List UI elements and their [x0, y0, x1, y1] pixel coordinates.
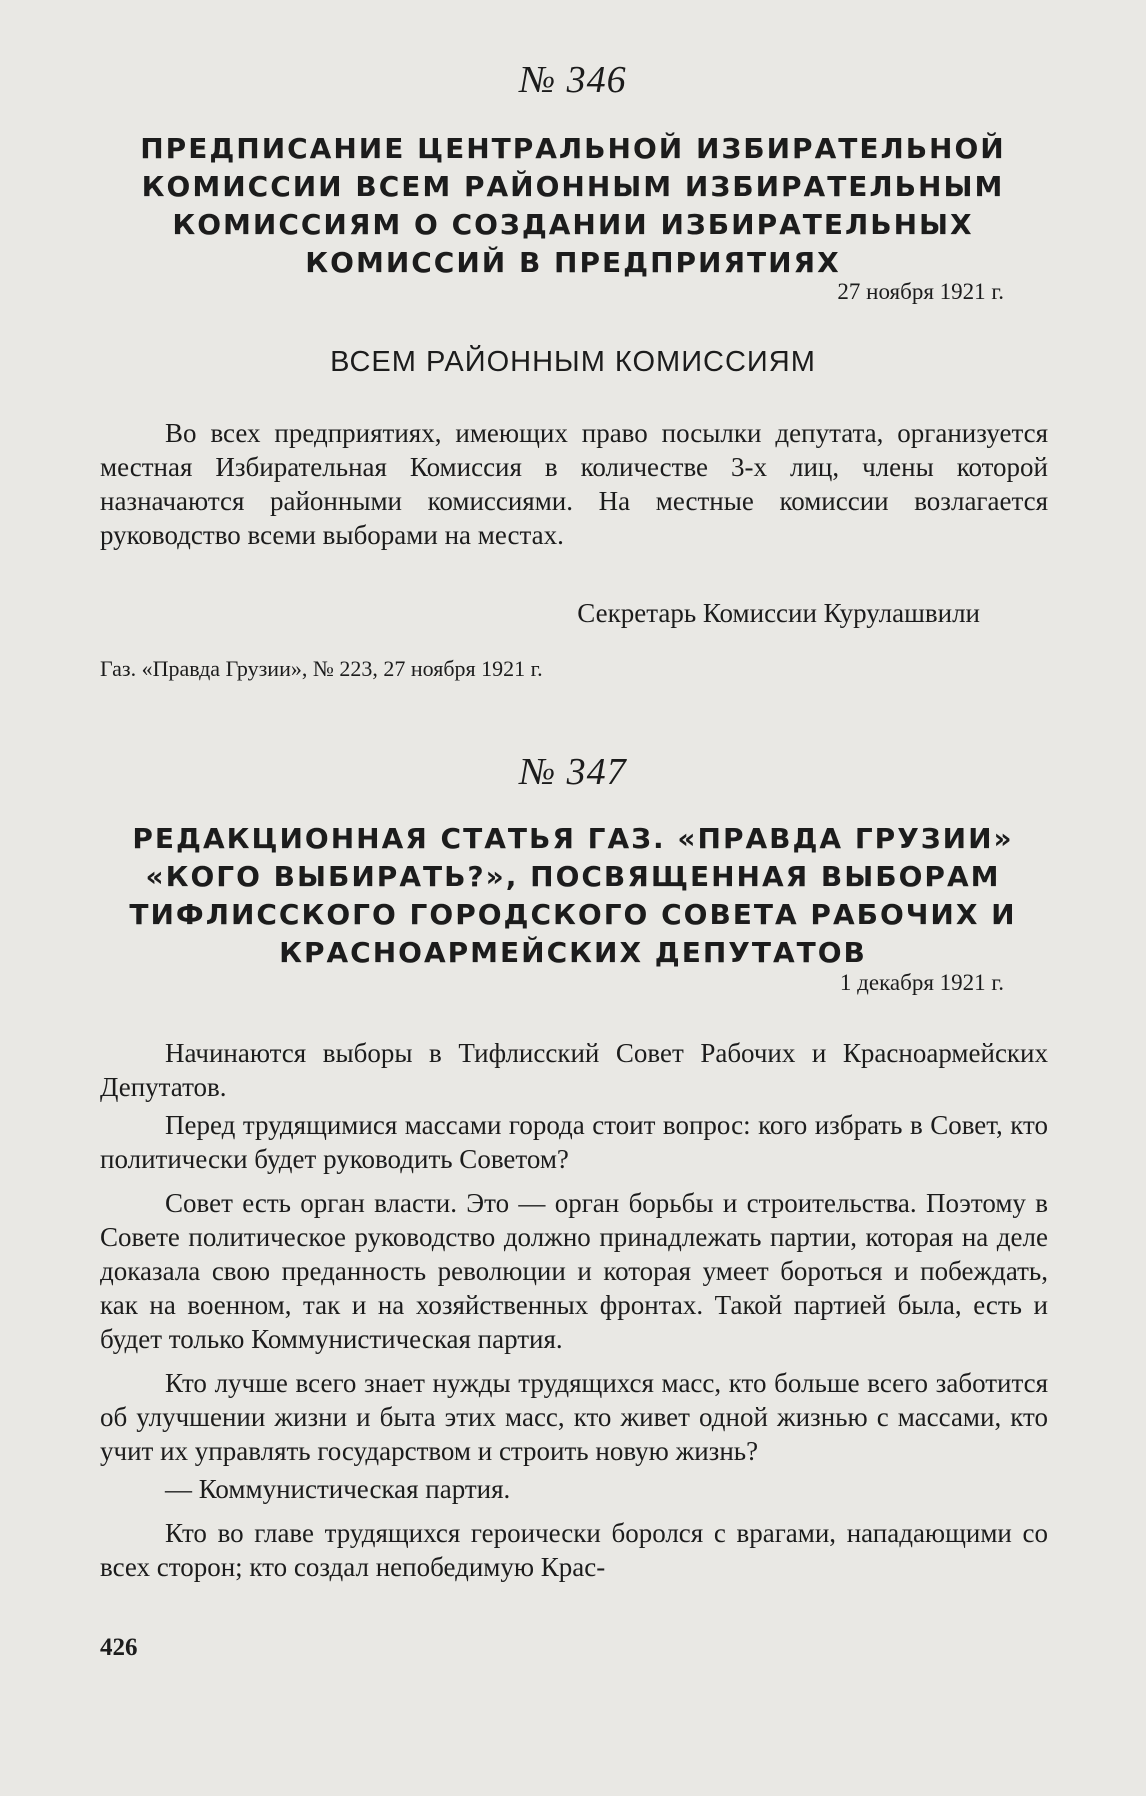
title-line: ТИФЛИССКОГО ГОРОДСКОГО СОВЕТА РАБОЧИХ И	[129, 898, 1017, 931]
document-number: № 346	[519, 59, 627, 101]
title-line: КРАСНОАРМЕЙСКИХ ДЕПУТАТОВ	[279, 936, 867, 969]
signature: Секретарь Комиссии Курулашвили	[577, 598, 980, 628]
paragraph: Во всех предприятиях, имеющих право посылки депутата, организуется местная Избирательная Комиссия в количестве 3-х лиц, члены которой назначаются районными комиссиями. На местные комиссии возлагается руководство всеми выборами на местах.	[100, 418, 1048, 550]
title-line: РЕДАКЦИОННАЯ СТАТЬЯ ГАЗ. «ПРАВДА ГРУЗИИ»	[132, 822, 1014, 855]
source-citation: Газ. «Правда Грузии», № 223, 27 ноября 1921 г.	[100, 656, 543, 681]
title-line: КОМИССИИ ВСЕМ РАЙОННЫМ ИЗБИРАТЕЛЬНЫМ	[141, 170, 1005, 203]
document-number: № 347	[519, 751, 627, 793]
document-date: 1 декабря 1921 г.	[839, 970, 1004, 995]
paragraph: Совет есть орган власти. Это — орган борьбы и строительства. Поэтому в Совете политическое руководство должно принадлежать партии, которая на деле доказала свою преданность революции и которая умеет бороться и побеждать, как на военном, так и на хозяйственных фронтах. Такой партией была, есть и будет только Коммунистическая партия.	[100, 1188, 1048, 1354]
title-line: «КОГО ВЫБИРАТЬ?», ПОСВЯЩЕННАЯ ВЫБОРАМ	[145, 860, 1001, 893]
document-title	[100, 820, 1046, 972]
document-title	[100, 130, 1046, 282]
paragraph: Начинаются выборы в Тифлисский Совет Рабочих и Красноармейских Депутатов.	[100, 1038, 1048, 1102]
paragraph: Кто во главе трудящихся героически боролся с врагами, нападающими со всех сторон; кто создал непобедимую Крас-	[100, 1518, 1048, 1582]
document-body	[100, 416, 1048, 556]
title-line: ПРЕДПИСАНИЕ ЦЕНТРАЛЬНОЙ ИЗБИРАТЕЛЬНОЙ	[140, 132, 1006, 165]
document-body	[100, 1036, 1048, 1588]
page-number: 426	[100, 1634, 138, 1661]
title-line: КОМИССИЙ В ПРЕДПРИЯТИЯХ	[305, 246, 841, 279]
paragraph: — Коммунистическая партия.	[165, 1474, 511, 1504]
title-line: КОМИССИЯМ О СОЗДАНИИ ИЗБИРАТЕЛЬНЫХ	[172, 208, 974, 241]
paragraph: Перед трудящимися массами города стоит вопрос: кого избрать в Совет, кто политически будет руководить Советом?	[100, 1110, 1048, 1174]
document-date: 27 ноября 1921 г.	[837, 279, 1004, 304]
paragraph: Кто лучше всего знает нужды трудящихся масс, кто больше всего заботится об улучшении жизни и быта этих масс, кто живет одной жизнью с массами, кто учит их управлять государством и строить новую жизнь?	[100, 1368, 1048, 1466]
addressee-heading: ВСЕМ РАЙОННЫМ КОМИССИЯМ	[330, 346, 816, 378]
